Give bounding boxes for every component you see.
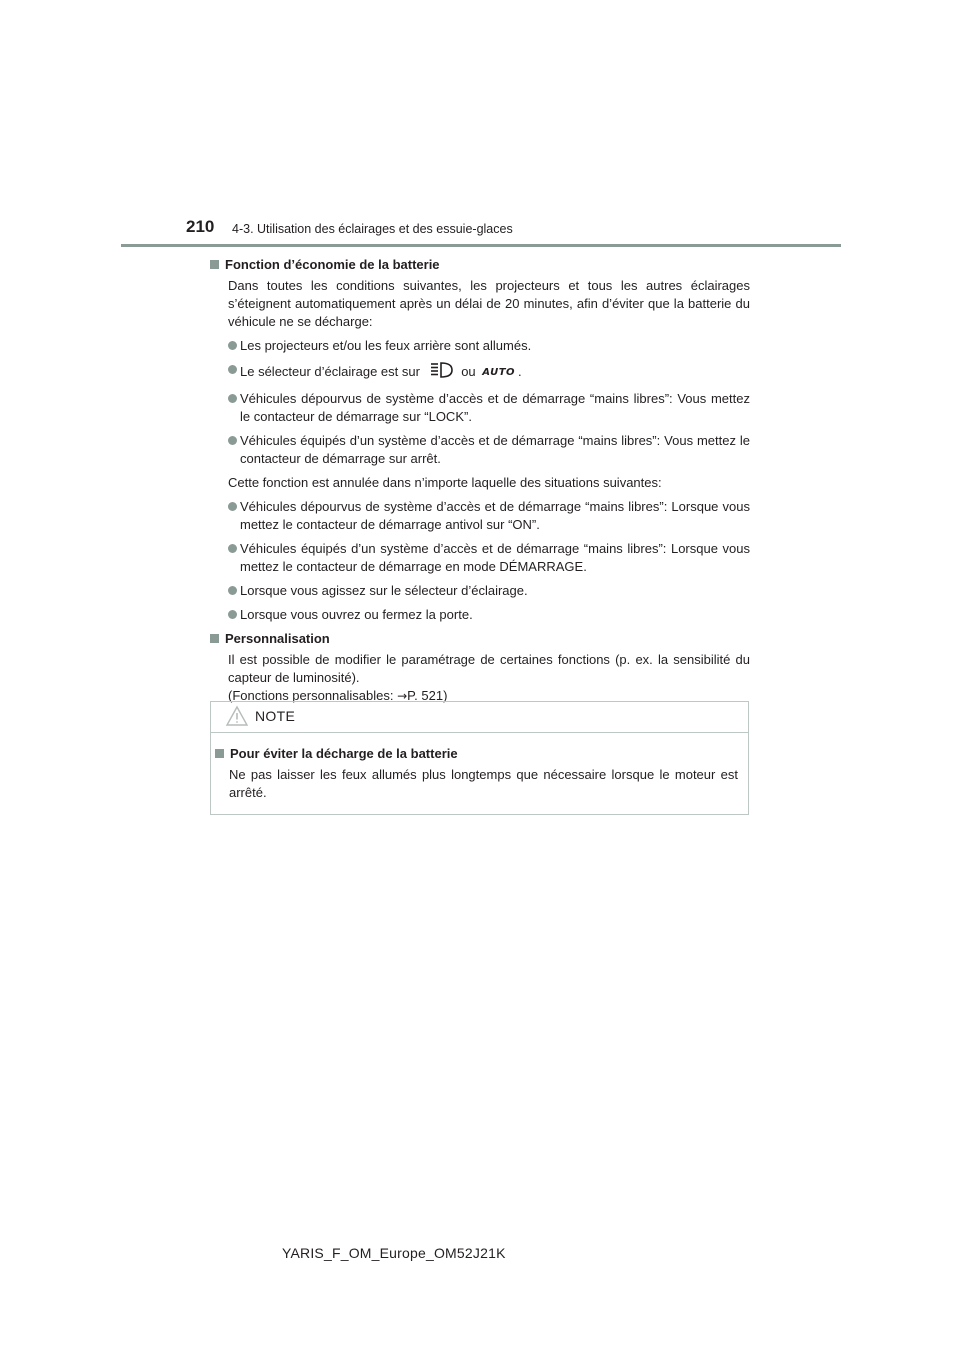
heading-text: Fonction d’économie de la batterie <box>225 257 440 272</box>
section-heading-battery-saver <box>210 256 750 274</box>
list-item-text <box>240 361 750 384</box>
round-bullet-icon <box>228 394 237 403</box>
auto-icon: AUTO <box>482 366 516 378</box>
note-title: NOTE <box>255 708 296 724</box>
period-text: . <box>518 363 522 379</box>
square-bullet-icon <box>215 749 224 758</box>
section-heading-customization <box>210 630 750 648</box>
note-heading <box>215 745 738 763</box>
page-content <box>210 253 750 711</box>
list-item <box>228 390 750 426</box>
footer-doc-id: YARIS_F_OM_Europe_OM52J21K <box>282 1245 506 1261</box>
round-bullet-icon <box>228 365 237 374</box>
warning-triangle-icon <box>225 705 249 732</box>
square-bullet-icon <box>210 260 219 269</box>
customization-text: Il est possible de modifier le paramétrage de certaines fonctions (p. ex. la sensibilité du capteur de luminosité). <box>228 652 750 685</box>
arrow-right-icon: → <box>397 689 408 703</box>
list-item <box>228 432 750 468</box>
battery-saver-intro: Dans toutes les conditions suivantes, les projecteurs et tous les autres éclairages s’éteignent automatiquement après un délai de 20 minutes, afin d’éviter que la batterie du véhicule ne se décharge: <box>228 278 750 329</box>
round-bullet-icon <box>228 586 237 595</box>
round-bullet-icon <box>228 341 237 350</box>
light-switch-text: Le sélecteur d’éclairage est sur <box>240 363 420 379</box>
square-bullet-icon <box>210 634 219 643</box>
list-item <box>228 361 750 384</box>
list-item-text: Véhicules dépourvus de système d’accès et de démarrage “mains libres”: Lorsque vous mettez le contacteur de démarrage antivol sur “ON”. <box>240 499 750 532</box>
chapter-title: 4-3. Utilisation des éclairages et des essuie-glaces <box>232 222 513 236</box>
cancel-intro: Cette fonction est annulée dans n’importe laquelle des situations suivantes: <box>228 475 662 490</box>
list-item-text: Les projecteurs et/ou les feux arrière sont allumés. <box>240 338 532 353</box>
round-bullet-icon <box>228 502 237 511</box>
list-item <box>228 540 750 576</box>
list-item <box>228 606 750 624</box>
headlight-icon <box>428 361 454 384</box>
header-rule <box>121 244 841 247</box>
round-bullet-icon <box>228 610 237 619</box>
list-item-text: Véhicules équipés d’un système d’accès et de démarrage “mains libres”: Vous mettez le contacteur de démarrage sur arrêt. <box>240 433 750 466</box>
note-text: Ne pas laisser les feux allumés plus longtemps que nécessaire lorsque le moteur est arrêté. <box>229 767 738 800</box>
list-item-text: Véhicules dépourvus de système d’accès et de démarrage “mains libres”: Vous mettez le contacteur de démarrage sur “LOCK”. <box>240 391 750 424</box>
note-body <box>211 733 748 802</box>
list-item <box>228 582 750 600</box>
round-bullet-icon <box>228 544 237 553</box>
list-item-text: Lorsque vous agissez sur le sélecteur d’éclairage. <box>240 583 528 598</box>
round-bullet-icon <box>228 436 237 445</box>
or-text: ou <box>461 363 476 379</box>
note-box <box>210 701 749 815</box>
note-header <box>211 702 748 733</box>
reference-prefix: (Fonctions personnalisables: <box>228 688 398 703</box>
list-item-text: Véhicules équipés d’un système d’accès et de démarrage “mains libres”: Lorsque vous mettez le contacteur de démarrage en mode DÉMARRAGE. <box>240 541 750 574</box>
list-item <box>228 337 750 355</box>
page-reference-link[interactable]: P. 521) <box>407 688 448 703</box>
list-item <box>228 498 750 534</box>
page-number: 210 <box>186 217 215 236</box>
note-heading-text: Pour éviter la décharge de la batterie <box>230 746 458 761</box>
heading-text: Personnalisation <box>225 631 330 646</box>
list-item-text: Lorsque vous ouvrez ou fermez la porte. <box>240 607 473 622</box>
